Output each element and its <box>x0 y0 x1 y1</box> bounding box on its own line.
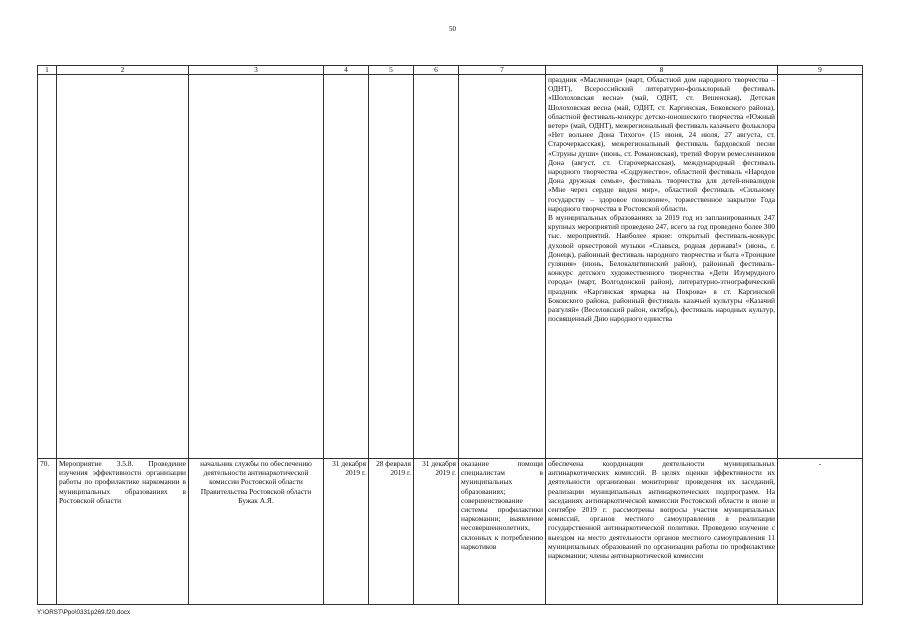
row-number: 70. <box>38 459 57 605</box>
end-date-cell: 28 февраля 2019 г. <box>369 459 414 605</box>
actual-result-paragraph: праздник «Масленица» (март, Областной дом народного творчества – ОДНТ), Всероссийский литературно-фольклорный фестиваль «Шолоховская весна» (май, ОДНТ, ст. Вешенская), Детская Шолоховская весна (май, ОДНТ, ст. Каргинская, Боковского района), областной фестиваль-конкурс детско-юношеского творчества «Южный ветер» (май, ОДНТ), межрегиональный фестиваль казачьего фольклора «Нет вольнее Дона Тихого» (15 июня, 24 июля, 27 августа, ст. Старочеркасская), межрегиональный фестиваль бардовской песни «Струны души» (июнь, ст. Романовская), третий Форум ремесленников Дона (август, ст. Старочеркасская), международный фестиваль народного творчества «Содружество», областной фестиваль «Народов Дона дружная семья», фестиваль творчества для детей-инвалидов «Мне через сердце виден мир», областной фестиваль «Сильному государству – здоровое поколение», торжественное закрытие Года народного творчества в Ростовской области. <box>548 75 775 213</box>
report-table <box>37 65 863 605</box>
column-number: 1 <box>38 66 57 75</box>
footer-file-path: Y:\ORST\Ppo\0331p269.f20.docx <box>37 609 131 616</box>
table-cell <box>778 75 863 459</box>
column-number: 8 <box>546 66 778 75</box>
table-cell <box>414 75 459 459</box>
table-cell <box>189 75 324 459</box>
column-number: 7 <box>459 66 546 75</box>
column-number: 4 <box>324 66 369 75</box>
table-cell <box>369 75 414 459</box>
control-date-cell: 31 декабря 2019 г. <box>414 459 459 605</box>
expected-result-cell: оказание помощи специалистам в муниципальных образованиях; совершенствование системы профилактики наркомании; выявление несовершеннолетних, склонных к потреблению наркотиков <box>459 459 546 605</box>
table-row-70 <box>38 459 863 605</box>
page-number: 50 <box>449 25 456 33</box>
column-number: 5 <box>369 66 414 75</box>
actual-result-cell <box>546 75 778 459</box>
note-cell: - <box>778 459 863 605</box>
column-number: 6 <box>414 66 459 75</box>
column-number: 3 <box>189 66 324 75</box>
table-cell <box>459 75 546 459</box>
actual-result-paragraph: В муниципальных образованиях за 2019 год из запланированных 247 крупных мероприятий проведено 247, всего за год проведено более 300 тыс. мероприятий. Наиболее яркие: открытый фестиваль-конкурс духовой оркестровой музыки «Славься, родная держава!» (июнь, г. Донецк), районный фестиваль народного творчества и быта «Троицкие гуляния» (июнь, Белокалитвинский район), районный фестиваль-конкурс детского художественного творчества «Дети Изумрудного города» (март, Волгодонской район), литературно-этнографический праздник «Каргинская ярмарка на Покрова» в ст. Каргинской Боковского района, районный фестиваль казачьей культуры «Казачий разгуляй» (Веселовский район, октябрь), фестиваль народных культур, посвященный Дню народного единства <box>548 213 775 324</box>
measure-cell: Мероприятие 3.5.8. Проведение изучения эффективности организации работы по профилактике наркомании в муниципальных образованиях в Ростовской области <box>57 459 189 605</box>
table-cell <box>38 75 57 459</box>
table-cell <box>324 75 369 459</box>
table-row-continuation <box>38 75 863 459</box>
actual-result-cell: обеспечена координация деятельности муниципальных антинаркотических комиссий. В целях оценки эффективности их деятельности организован мониторинг проведения их заседаний, реализации муниципальных антинаркотических подпрограмм. На заседаниях антинаркотической комиссии Ростовской области в июне и сентябре 2019 г. рассмотрены вопросы участия муниципальных комиссий, органов местного самоуправления в реализации государственной антинаркотической политики. Проведено изучение с выездом на место деятельности органов местного самоуправления 11 муниципальных образований по организации работы по профилактике наркомании; члены антинаркотической комиссии <box>546 459 778 605</box>
start-date-cell: 31 декабря 2019 г. <box>324 459 369 605</box>
responsible-cell: начальник службы по обеспечению деятельности антинаркотической комиссии Ростовской области Правительства Ростовской области Бужак А.Я. <box>189 459 324 605</box>
table-cell <box>57 75 189 459</box>
column-number-row <box>38 66 863 75</box>
column-number: 9 <box>778 66 863 75</box>
column-number: 2 <box>57 66 189 75</box>
